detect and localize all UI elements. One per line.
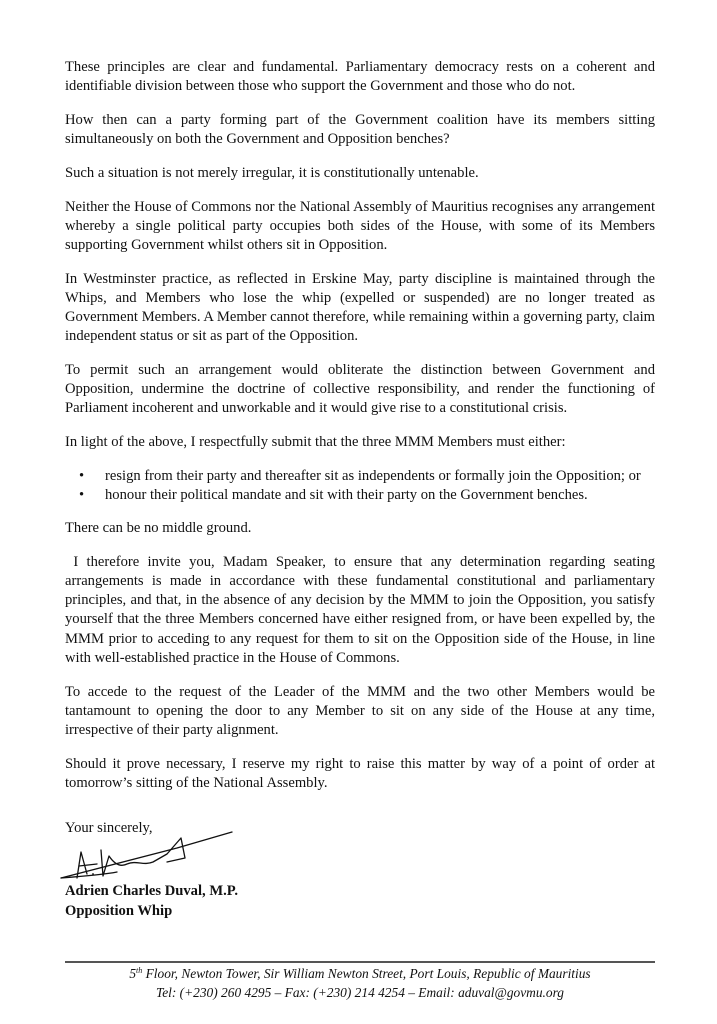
handwritten-signature-icon	[57, 810, 247, 885]
paragraph-submission: In light of the above, I respectfully submit that the three MMM Members must either:	[65, 434, 566, 451]
bullet-icon: •	[79, 486, 85, 503]
paragraph-question: How then can a party forming part of the Government coalition have its members sitting simultaneously on both the Government and Opposition benches?	[65, 111, 655, 148]
letter-body	[65, 58, 655, 921]
floor-ordinal-suffix: th	[136, 966, 143, 975]
footer-divider	[65, 961, 655, 963]
option-text: honour their political mandate and sit with their party on the Government benches.	[105, 486, 588, 503]
option-text: resign from their party and thereafter sit as independents or formally join the Opposition; or	[105, 467, 641, 484]
floor-number: 5	[129, 966, 137, 981]
paragraph-invitation: I therefore invite you, Madam Speaker, to ensure that any determination regarding seating arrangements is made in accordance with these fundamental constitutional and parliamentary principles, and that, in the absence of any decision by the MMM to join the Opposition, you satisfy yourself that the three Members concerned have either resigned from, or have been expelled by, the MMM prior to acceding to any request for them to sit on the Opposition side of the House, in line with well-established practice in the House of Commons.	[65, 553, 655, 666]
footer-address	[65, 965, 655, 982]
paragraph-westminster-practice: In Westminster practice, as reflected in Erskine May, party discipline is maintained through the Whips, and Members who lose the whip (expelled or suspended) are no longer treated as Government Members. A Member cannot therefore, while remaining within a governing party, claim independent status or sit as part of the Opposition.	[65, 270, 655, 345]
paragraph-no-middle-ground: There can be no middle ground.	[65, 520, 252, 537]
options-list	[65, 467, 655, 505]
paragraph-principles: These principles are clear and fundamental. Parliamentary democracy rests on a coherent and identifiable division between those who support the Government and those who do not.	[65, 59, 655, 95]
paragraph-consequences: To permit such an arrangement would obliterate the distinction between Government and Opposition, undermine the doctrine of collective responsibility, and render the functioning of Parliament incoherent and unworkable and it would give rise to a constitutional crisis.	[65, 361, 655, 417]
signer-title: Opposition Whip	[65, 902, 173, 919]
option-item	[79, 467, 655, 486]
signature-image	[65, 832, 265, 882]
paragraph-point-of-order: Should it prove necessary, I reserve my right to raise this matter by way of a point of order at tomorrow’s sitting of the National Assembly.	[65, 755, 655, 791]
paragraph-untenable: Such a situation is not merely irregular, it is constitutionally untenable.	[65, 164, 479, 181]
paragraph-recognition: Neither the House of Commons nor the National Assembly of Mauritius recognises any arrangement whereby a single political party occupies both sides of the House, with some of its Members supporting Government whilst others sit in Opposition.	[65, 198, 655, 253]
bullet-icon: •	[79, 467, 85, 484]
paragraph-tantamount: To accede to the request of the Leader of the MMM and the two other Members would be tantamount to opening the door to any Member to sit on any side of the House at any time, irrespective of their party alignment.	[65, 683, 655, 738]
closing-salutation: Your sincerely,	[65, 820, 153, 837]
option-item	[79, 486, 655, 505]
signer-name: Adrien Charles Duval, M.P.	[65, 883, 238, 900]
footer-contact: Tel: (+230) 260 4295 – Fax: (+230) 214 4254 – Email: aduval@govmu.org	[155, 985, 564, 1000]
address-text: Floor, Newton Tower, Sir William Newton Street, Port Louis, Republic of Mauritius	[142, 966, 591, 981]
letterhead-footer	[65, 961, 655, 1001]
